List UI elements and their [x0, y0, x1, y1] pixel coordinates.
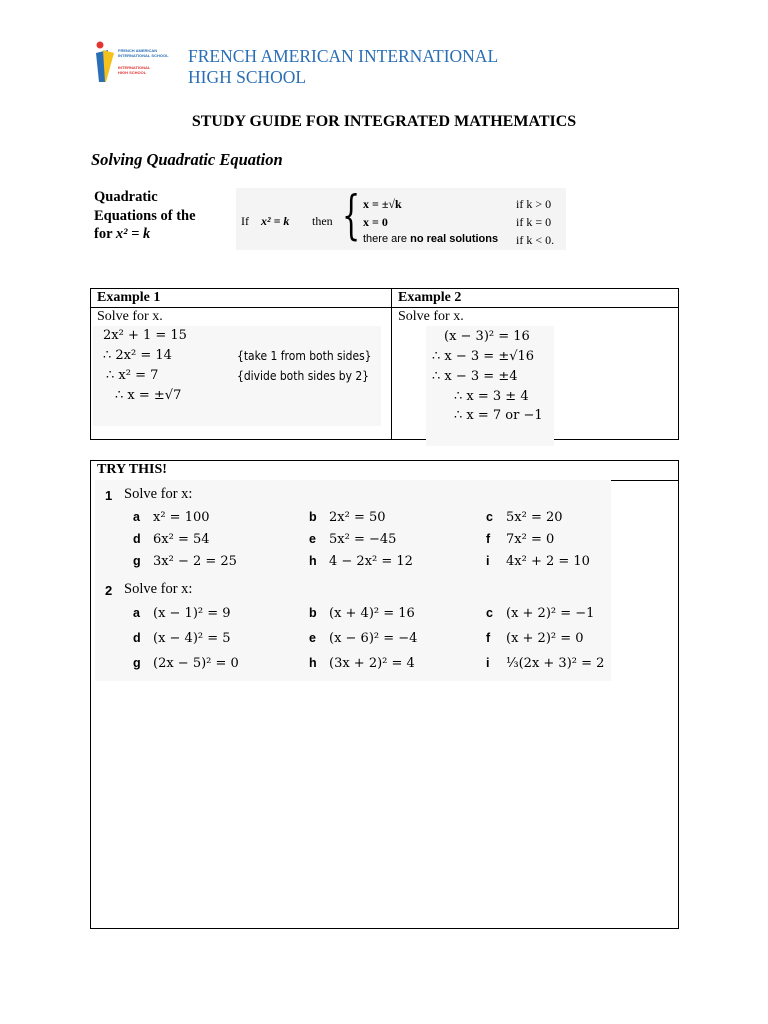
question-number: 2	[105, 583, 113, 598]
item-equation: (x − 6)² = −4	[329, 631, 418, 646]
quadratic-rule	[236, 188, 566, 250]
item-letter: h	[309, 656, 317, 670]
example-2-line: ∴ x − 3 = ±√16	[432, 349, 535, 364]
question-prompt: Solve for x:	[124, 486, 193, 502]
case-3-expr	[363, 233, 498, 245]
exercise-item	[486, 629, 584, 647]
exercise-item	[133, 552, 237, 570]
item-letter: a	[133, 606, 140, 620]
summary-line1: Quadratic	[94, 189, 158, 205]
rule-then: then	[312, 214, 333, 228]
exercise-item	[133, 508, 210, 526]
try-this-title: TRY THIS!	[97, 462, 167, 477]
exercise-item	[486, 552, 590, 570]
try-this-box	[90, 460, 679, 929]
item-letter: i	[486, 554, 490, 568]
logo-mark-icon	[94, 40, 116, 84]
summary-line3-prefix: for	[94, 226, 116, 242]
item-equation: 4x² + 2 = 10	[506, 554, 590, 569]
item-equation: 7x² = 0	[506, 532, 555, 547]
summary-label	[94, 188, 196, 244]
item-letter: e	[309, 532, 316, 546]
exercise-item	[133, 629, 231, 647]
exercise-item	[486, 508, 563, 526]
case-2-expr: x = 0	[363, 215, 388, 229]
exercise-item	[309, 654, 415, 672]
item-equation: (2x − 5)² = 0	[153, 656, 239, 671]
item-letter: d	[133, 631, 141, 645]
school-name-line1: FRENCH AMERICAN INTERNATIONAL	[188, 46, 499, 66]
example-1-line: ∴ x² = 7	[106, 368, 159, 383]
divider	[611, 480, 678, 481]
exercise-item	[133, 654, 239, 672]
example-1-cell	[91, 308, 392, 440]
item-letter: e	[309, 631, 316, 645]
item-letter: h	[309, 554, 317, 568]
exercise-item	[309, 604, 415, 622]
page-title: STUDY GUIDE FOR INTEGRATED MATHEMATICS	[191, 113, 577, 130]
exercise-item	[309, 629, 417, 647]
item-equation: 4 − 2x² = 12	[329, 554, 413, 569]
case-3-cond: if k < 0.	[516, 233, 555, 247]
example-2-line: ∴ x = 3 ± 4	[454, 389, 529, 404]
exercise-item	[133, 530, 210, 548]
exercise-item	[309, 552, 413, 570]
left-brace-icon: {	[342, 186, 361, 246]
item-equation: (x − 4)² = 5	[153, 631, 231, 646]
item-equation: x² = 100	[153, 510, 210, 525]
summary-line3-math: x² = k	[115, 226, 151, 242]
example-2-header: Example 2	[392, 289, 679, 308]
item-equation: (x + 4)² = 16	[329, 606, 415, 621]
example-2-solve: Solve for x.	[398, 309, 464, 324]
item-letter: b	[309, 510, 317, 524]
example-1-note: {take 1 from both sides}	[237, 348, 372, 363]
school-name-line2: HIGH SCHOOL	[188, 67, 307, 87]
question-prompt: Solve for x:	[124, 581, 193, 597]
exercise-item	[309, 530, 396, 548]
school-name	[188, 46, 498, 88]
item-equation: 3x² − 2 = 25	[153, 554, 237, 569]
item-letter: f	[486, 532, 491, 546]
question-number: 1	[105, 488, 113, 503]
section-title: Solving Quadratic Equation	[91, 150, 283, 169]
item-equation: 2x² = 50	[329, 510, 386, 525]
item-letter: d	[133, 532, 141, 546]
example-1-line: 2x² + 1 = 15	[103, 328, 187, 343]
examples-table	[90, 288, 679, 440]
item-letter: b	[309, 606, 317, 620]
rule-condition: x² = k	[261, 214, 290, 228]
exercise-item	[133, 604, 231, 622]
example-1-solve: Solve for x.	[97, 309, 163, 324]
summary-line3	[94, 225, 196, 244]
case-1-cond: if k > 0	[516, 197, 552, 211]
item-equation: 5x² = −45	[329, 532, 397, 547]
item-letter: g	[133, 554, 141, 568]
item-equation: (3x + 2)² = 4	[329, 656, 415, 671]
logo-text-bottom: INTERNATIONAL HIGH SCHOOL	[118, 65, 151, 75]
item-equation: 5x² = 20	[506, 510, 563, 525]
case-3-expr-pre: there are	[363, 233, 411, 245]
item-letter: f	[486, 631, 491, 645]
item-equation: 6x² = 54	[153, 532, 210, 547]
exercise-item	[309, 508, 386, 526]
example-2-line: ∴ x = 7 or −1	[454, 408, 543, 423]
example-1-note: {divide both sides by 2}	[237, 368, 370, 383]
rule-if: If	[241, 214, 249, 228]
item-letter: g	[133, 656, 141, 670]
item-equation: ⅓(2x + 3)² = 2	[506, 656, 605, 671]
logo-text-top: FRENCH AMERICAN INTERNATIONAL SCHOOL	[118, 48, 169, 58]
item-equation: (x − 1)² = 9	[153, 606, 231, 621]
item-letter: a	[133, 510, 140, 524]
example-2-line: ∴ x − 3 = ±4	[432, 369, 518, 384]
item-equation: (x + 2)² = 0	[506, 631, 584, 646]
case-2-cond: if k = 0	[516, 215, 552, 229]
example-2-line: (x − 3)² = 16	[444, 329, 530, 344]
exercise-item	[486, 654, 604, 672]
example-2-image	[426, 326, 554, 446]
example-2-cell	[392, 308, 679, 440]
school-logo	[94, 40, 174, 84]
example-1-header: Example 1	[91, 289, 392, 308]
exercise-item	[486, 604, 594, 622]
item-letter: c	[486, 510, 493, 524]
example-1-line: ∴ 2x² = 14	[103, 348, 172, 363]
item-equation: (x + 2)² = −1	[506, 606, 595, 621]
item-letter: c	[486, 606, 493, 620]
item-letter: i	[486, 656, 490, 670]
exercise-item	[486, 530, 554, 548]
case-1-expr: x = ±√k	[363, 197, 402, 211]
example-1-line: ∴ x = ±√7	[115, 388, 182, 403]
case-3-expr-bold: no real solutions	[410, 233, 499, 245]
summary-line2: Equations of the	[94, 207, 196, 224]
